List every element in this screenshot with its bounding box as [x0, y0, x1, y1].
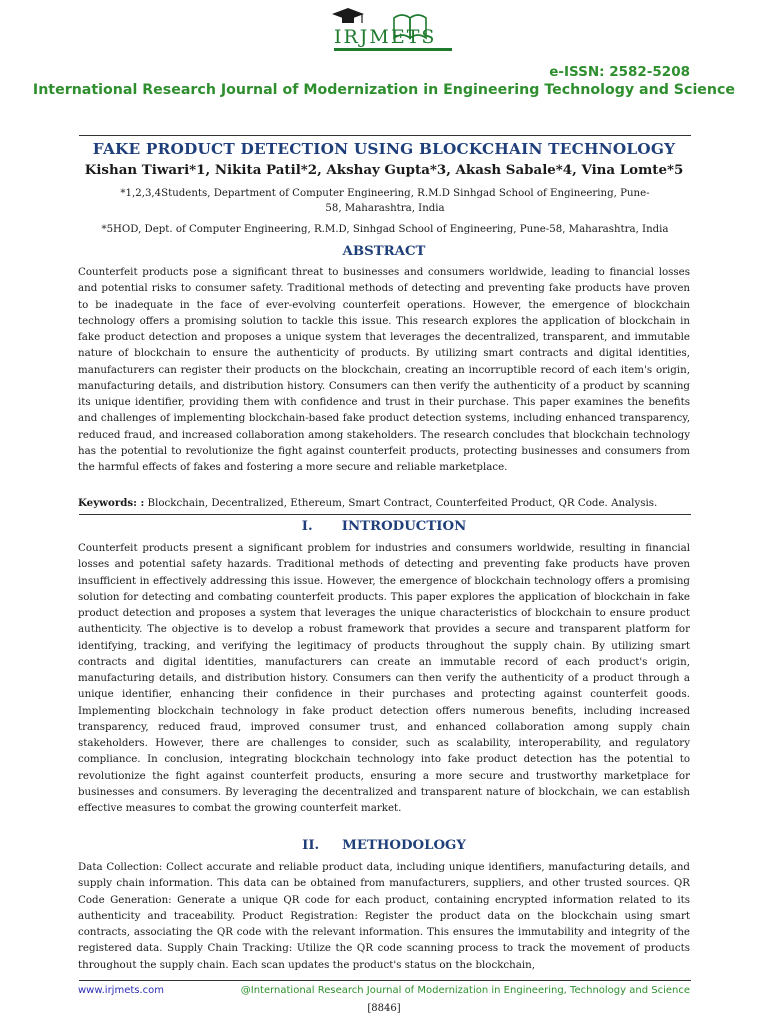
- keywords-list: Blockchain, Decentralized, Ethereum, Smart Contract, Counterfeited Product, QR Code. Analysis.: [144, 497, 658, 509]
- section-heading-introduction: [0, 519, 768, 534]
- section-title: INTRODUCTION: [341, 519, 467, 534]
- methodology-text: Data Collection: Collect accurate and reliable product data, including unique identifiers, manufacturing details, and supply chain information. This data can be obtained from manufacturers, suppliers, and other trusted sources. QR Code Generation: Generate a unique QR code for each product, containing encrypted information related to its authenticity and traceability. Product Registration: Register the product data on the blockchain using smart contracts, associating the QR code with the relevant information. This ensures the immutability and integrity of the registered data. Supply Chain Tracking: Utilize the QR code scanning process to track the movement of products throughout the supply chain. Each scan updates the product's status on the blockchain,: [78, 861, 690, 971]
- page-number: [8846]: [367, 1003, 401, 1014]
- footer-copyright: @International Research Journal of Modernization in Engineering, Technology and Science: [240, 985, 690, 996]
- abstract-heading: ABSTRACT: [342, 244, 426, 259]
- section-number: I.: [301, 519, 313, 534]
- affiliation-students: *1,2,3,4Students, Department of Computer Engineering, R.M.D Sinhgad School of Engineering, Pune- 58, Maharashtra, India: [120, 188, 650, 214]
- section-heading-methodology: [0, 838, 768, 853]
- logo-wordmark: IRJMETS: [334, 26, 437, 48]
- journal-title: International Research Journal of Modernization in Engineering Technology and Science: [32, 82, 736, 98]
- abstract-rule: [79, 514, 691, 515]
- keywords-line: [78, 497, 690, 509]
- issn-label: e-ISSN: 2582-5208: [549, 64, 690, 80]
- author-list: Kishan Tiwari*1, Nikita Patil*2, Akshay Gupta*3, Akash Sabale*4, Vina Lomte*5: [84, 162, 684, 178]
- introduction-text: Counterfeit products present a significant problem for industries and consumers worldwide, resulting in financial losses and potential safety hazards. Traditional methods of detecting and preventing fake products have proven insufficient in effectively addressing this issue. However, the emergence of blockchain technology offers a promising solution for detecting and combating counterfeit products. This paper explores the application of blockchain in fake product detection and proposes a system that leverages the unique characteristics of blockchain to ensure product authenticity. The objective is to develop a robust framework that provides a secure and transparent platform for identifying, tracking, and verifying the legitimacy of products throughout the supply chain. By utilizing smart contracts and digital identities, manufacturers can create an immutable record of each product's origin, manufacturing details, and distribution history. Consumers can then verify the authenticity of a product through a unique identifier, enhancing their confidence in their purchases and protecting against counterfeit goods. Implementing blockchain technology in fake product detection offers numerous benefits, including increased transparency, reduced fraud, improved consumer trust, and enhanced collaboration among supply chain stakeholders. However, there are challenges to consider, such as scalability, interoperability, and regulatory compliance. In conclusion, integrating blockchain technology into fake product detection has the potential to revolutionize the fight against counterfeit products, ensuring a more secure and trustworthy marketplace for businesses and consumers. By leveraging the decentralized and transparent nature of blockchain, we can establish effective measures to combat the growing counterfeit market.: [78, 542, 690, 814]
- footer-site-link[interactable]: www.irjmets.com: [78, 985, 165, 996]
- header-rule: [79, 135, 691, 136]
- footer-rule: [79, 980, 691, 981]
- section-number: II.: [302, 838, 320, 853]
- affiliation-hod: *5HOD, Dept. of Computer Engineering, R.M.D, Sinhgad School of Engineering, Pune-58, Maharashtra, India: [101, 224, 669, 235]
- keywords-label: Keywords: :: [78, 497, 145, 509]
- abstract-text: Counterfeit products pose a significant threat to businesses and consumers worldwide, leading to financial losses and potential risks to consumer safety. Traditional methods of detecting and preventing fake products have proven to be inadequate in the face of ever-evolving counterfeit operations. However, the emergence of blockchain technology offers a promising solution to tackle this issue. This research explores the application of blockchain in fake product detection and proposes a unique system that leverages the decentralized, transparent, and immutable nature of blockchain to ensure the authenticity of products. By utilizing smart contracts and digital identities, manufacturers can register their products on the blockchain, creating an incorruptible record of each item's origin, manufacturing details, and distribution history. Consumers can then verify the authenticity of a product by scanning its unique identifier, providing them with confidence and trust in their purchase. This paper examines the benefits and challenges of implementing blockchain-based fake product detection systems, including enhanced transparency, reduced fraud, and increased collaboration among stakeholders. The research concludes that blockchain technology has the potential to revolutionize the fight against counterfeit products, protecting businesses and consumers from the harmful effects of fakes and fostering a more secure and reliable marketplace.: [78, 266, 690, 473]
- paper-title: FAKE PRODUCT DETECTION USING BLOCKCHAIN TECHNOLOGY: [92, 140, 676, 158]
- section-title: METHODOLOGY: [342, 838, 466, 853]
